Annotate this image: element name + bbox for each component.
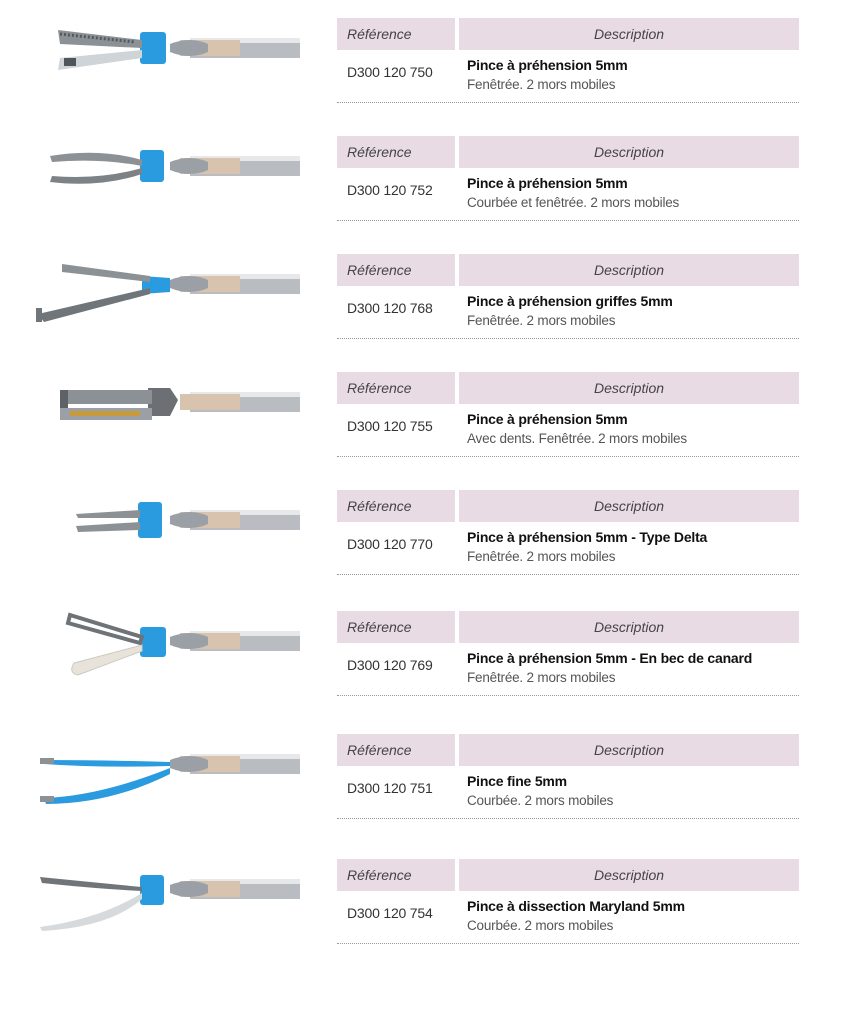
product-details: Fenêtrée. 2 mors mobiles <box>467 670 616 685</box>
product-table <box>337 490 799 575</box>
product-table <box>337 254 799 339</box>
forceps-769-illustration <box>30 593 300 683</box>
reference-value: D300 120 751 <box>347 780 433 796</box>
description-header: Description <box>459 734 799 766</box>
product-row <box>0 118 866 218</box>
product-details: Courbée et fenêtrée. 2 mors mobiles <box>467 195 680 210</box>
reference-value: D300 120 750 <box>347 64 433 80</box>
instrument-image <box>30 118 300 208</box>
reference-value: D300 120 768 <box>347 300 433 316</box>
instrument-image <box>30 0 300 90</box>
product-details: Fenêtrée. 2 mors mobiles <box>467 313 616 328</box>
product-name: Pince fine 5mm <box>467 773 567 789</box>
description-header: Description <box>459 490 799 522</box>
product-name: Pince à préhension 5mm <box>467 175 628 191</box>
product-name: Pince à préhension 5mm - En bec de canard <box>467 650 753 666</box>
description-header: Description <box>459 372 799 404</box>
product-details: Courbée. 2 mors mobiles <box>467 918 614 933</box>
product-row <box>0 593 866 693</box>
reference-header: Référence <box>337 372 455 404</box>
instrument-image <box>30 841 300 931</box>
instrument-image <box>30 236 300 326</box>
product-table <box>337 611 799 696</box>
forceps-755-illustration <box>30 354 300 444</box>
product-details: Fenêtrée. 2 mors mobiles <box>467 77 616 92</box>
description-header: Description <box>459 254 799 286</box>
instrument-image <box>30 593 300 683</box>
product-name: Pince à préhension 5mm <box>467 411 628 427</box>
instrument-image <box>30 716 300 806</box>
product-row <box>0 236 866 336</box>
forceps-751-illustration <box>30 716 300 806</box>
product-name: Pince à préhension 5mm - Type Delta <box>467 529 708 545</box>
product-row <box>0 472 866 572</box>
instrument-image <box>30 354 300 444</box>
product-details: Courbée. 2 mors mobiles <box>467 793 614 808</box>
description-header: Description <box>459 18 799 50</box>
product-row <box>0 0 866 100</box>
product-table <box>337 136 799 221</box>
product-name: Pince à préhension griffes 5mm <box>467 293 673 309</box>
forceps-768-illustration <box>30 236 300 326</box>
reference-value: D300 120 752 <box>347 182 433 198</box>
product-table <box>337 18 799 103</box>
reference-value: D300 120 755 <box>347 418 433 434</box>
description-header: Description <box>459 136 799 168</box>
product-row <box>0 841 866 941</box>
forceps-752-illustration <box>30 118 300 208</box>
product-details: Fenêtrée. 2 mors mobiles <box>467 549 616 564</box>
reference-value: D300 120 754 <box>347 905 433 921</box>
reference-value: D300 120 769 <box>347 657 433 673</box>
reference-value: D300 120 770 <box>347 536 433 552</box>
product-table <box>337 859 799 944</box>
product-row <box>0 354 866 454</box>
product-details: Avec dents. Fenêtrée. 2 mors mobiles <box>467 431 687 446</box>
reference-header: Référence <box>337 734 455 766</box>
description-header: Description <box>459 859 799 891</box>
forceps-754-illustration <box>30 841 300 931</box>
product-name: Pince à dissection Maryland 5mm <box>467 898 685 914</box>
description-header: Description <box>459 611 799 643</box>
reference-header: Référence <box>337 611 455 643</box>
forceps-750-illustration <box>30 0 300 90</box>
reference-header: Référence <box>337 490 455 522</box>
product-table <box>337 734 799 819</box>
product-table <box>337 372 799 457</box>
product-name: Pince à préhension 5mm <box>467 57 628 73</box>
reference-header: Référence <box>337 254 455 286</box>
forceps-770-illustration <box>30 472 300 562</box>
reference-header: Référence <box>337 859 455 891</box>
instrument-image <box>30 472 300 562</box>
reference-header: Référence <box>337 18 455 50</box>
product-row <box>0 716 866 816</box>
reference-header: Référence <box>337 136 455 168</box>
